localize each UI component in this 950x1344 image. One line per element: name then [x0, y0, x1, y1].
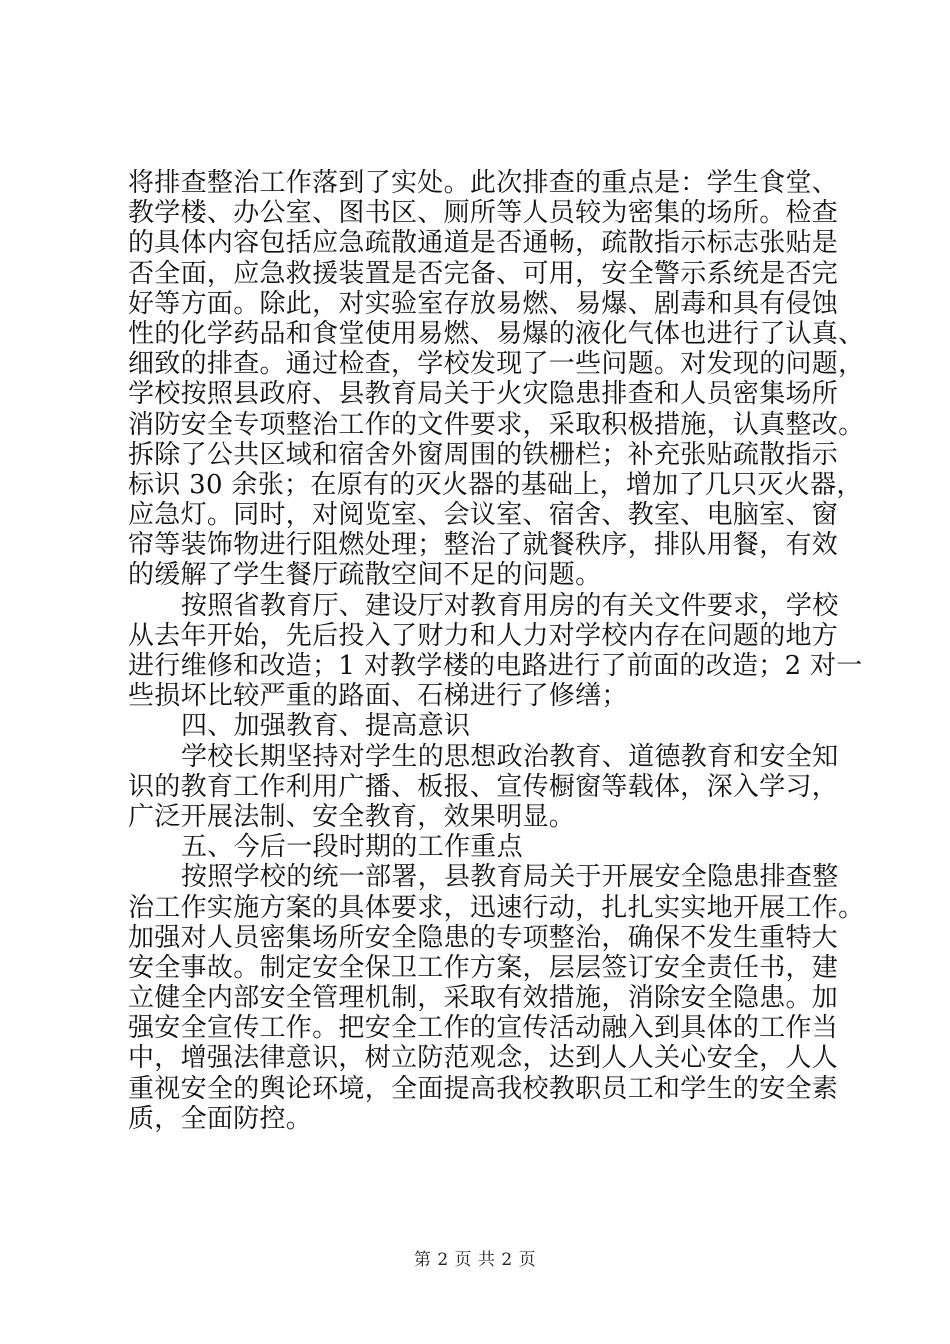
- text-line: 的缓解了学生餐厅疏散空间不足的问题。: [128, 560, 602, 591]
- section-heading: 五、今后一段时期的工作重点: [181, 832, 523, 863]
- text-line: 识的教育工作利用广播、板报、宣传橱窗等载体，深入学习，: [128, 771, 839, 802]
- text-line: 教学楼、办公室、图书区、厕所等人员较为密集的场所。检查: [128, 198, 839, 229]
- text-line: 拆除了公共区域和宿舍外窗周围的铁栅栏；补充张贴疏散指示: [128, 439, 839, 470]
- text-line: 消防安全专项整治工作的文件要求，采取积极措施，认真整改。: [128, 409, 865, 440]
- document-body: [128, 168, 865, 1134]
- text-line: 从去年开始，先后投入了财力和人力对学校内存在问题的地方: [128, 620, 839, 651]
- paragraph-first-line: 学校长期坚持对学生的思想政治教育、道德教育和安全知: [181, 741, 839, 772]
- text-line: 将排查整治工作落到了实处。此次排查的重点是：学生食堂、: [128, 168, 839, 198]
- text-line: 加强对人员密集场所安全隐患的专项整治，确保不发生重特大: [128, 922, 839, 953]
- text-line: 广泛开展法制、安全教育，效果明显。: [128, 801, 576, 832]
- text-line: 进行维修和改造；1 对教学楼的电路进行了前面的改造；2 对一: [128, 651, 863, 681]
- paragraph-first-line: 按照省教育厅、建设厅对教育用房的有关文件要求，学校: [181, 590, 839, 621]
- text-line: 重视安全的舆论环境，全面提高我校教职员工和学生的安全素: [128, 1073, 839, 1104]
- text-line: 好等方面。除此，对实验室存放易燃、易爆、剧毒和具有侵蚀: [128, 288, 839, 319]
- text-line: 学校按照县政府、县教育局关于火灾隐患排查和人员密集场所: [128, 379, 839, 410]
- text-line: 细致的排查。通过检查，学校发现了一些问题。对发现的问题，: [128, 349, 865, 380]
- text-line: 立健全内部安全管理机制，采取有效措施，消除安全隐患。加: [128, 983, 839, 1014]
- text-line: 标识 30 余张；在原有的灭火器的基础上，增加了几只灭火器，: [128, 469, 863, 500]
- text-line: 帘等装饰物进行阻燃处理；整治了就餐秩序，排队用餐，有效: [128, 530, 839, 561]
- paragraph-first-line: 按照学校的统一部署，县教育局关于开展安全隐患排查整: [181, 862, 839, 893]
- text-line: 安全事故。制定安全保卫工作方案，层层签订安全责任书，建: [128, 952, 839, 983]
- text-line: 应急灯。同时，对阅览室、会议室、宿舍、教室、电脑室、窗: [128, 500, 839, 531]
- text-line: 强安全宣传工作。把安全工作的宣传活动融入到具体的工作当: [128, 1013, 839, 1044]
- text-line: 些损坏比较严重的路面、石梯进行了修缮；: [128, 681, 628, 712]
- text-line: 的具体内容包括应急疏散通道是否通畅，疏散指示标志张贴是: [128, 228, 839, 259]
- section-heading: 四、加强教育、提高意识: [181, 711, 471, 742]
- text-line: 质，全面防控。: [128, 1103, 313, 1134]
- text-line: 中，增强法律意识，树立防范观念，达到人人关心安全，人人: [128, 1043, 839, 1074]
- text-line: 否全面，应急救援装置是否完备、可用，安全警示系统是否完: [128, 258, 839, 289]
- text-line: 性的化学药品和食堂使用易燃、易爆的液化气体也进行了认真、: [128, 318, 865, 349]
- page-number-footer: 第 2 页 共 2 页: [413, 1250, 537, 1270]
- text-line: 治工作实施方案的具体要求，迅速行动，扎扎实实地开展工作。: [128, 892, 865, 923]
